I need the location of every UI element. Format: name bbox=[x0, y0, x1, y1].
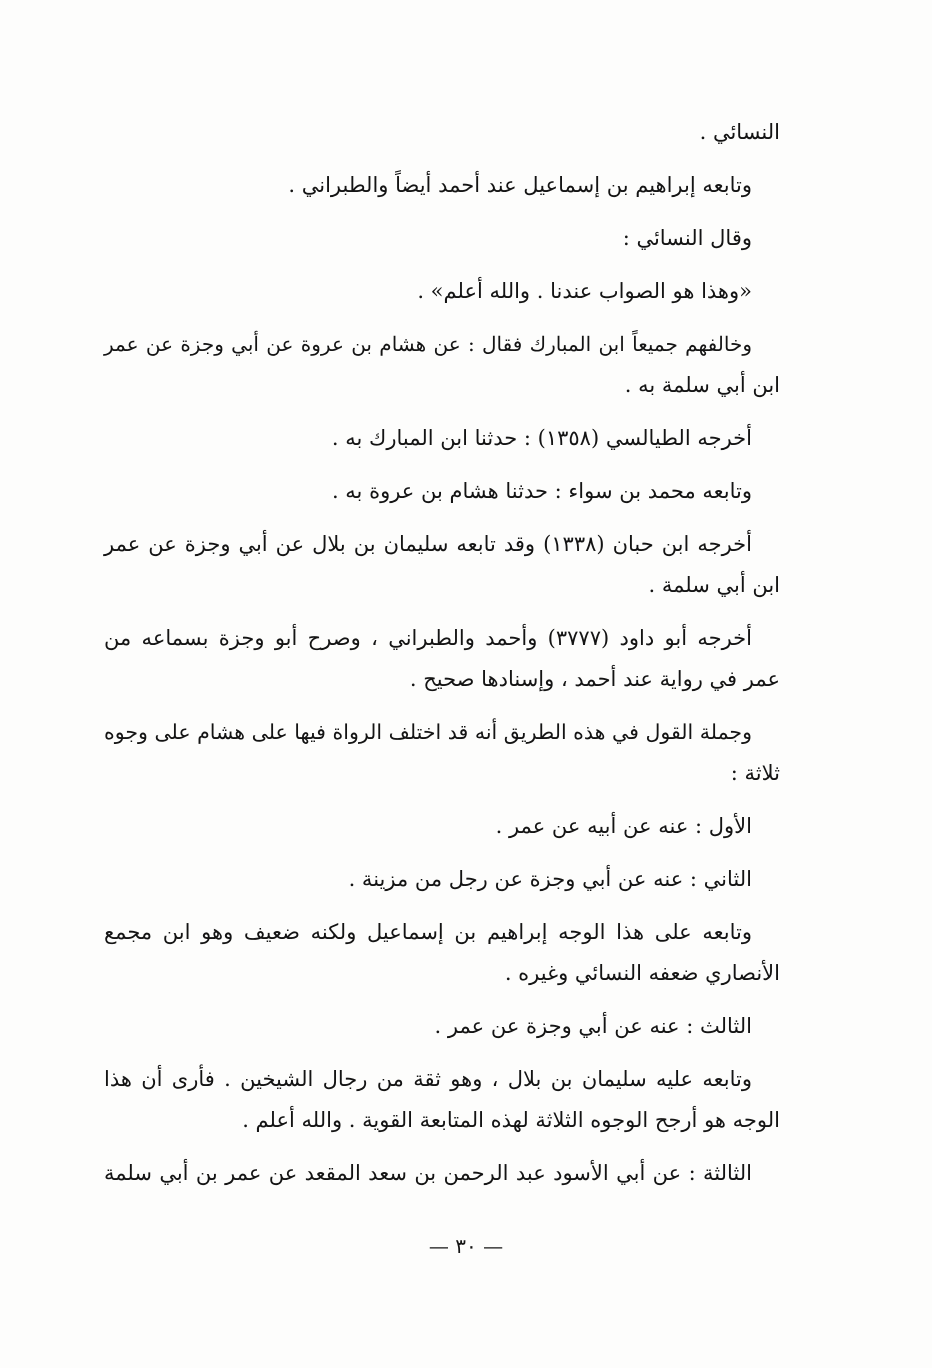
text-line: الثاني : عنه عن أبي وجزة عن رجل من مزينة . bbox=[348, 867, 752, 891]
text-line: وقال النسائي : bbox=[622, 226, 752, 250]
text-line: وتابعه عليه سليمان بن بلال ، وهو ثقة من رجال الشيخين . فأرى أن هذا bbox=[104, 1067, 752, 1091]
text-line: ابن أبي سلمة به . bbox=[624, 373, 780, 397]
text-line: الثالث : عنه عن أبي وجزة عن عمر . bbox=[434, 1014, 752, 1038]
text-line: أخرجه ابن حبان (١٣٣٨) وقد تابعه سليمان بن بلال عن أبي وجزة عن عمر bbox=[104, 532, 752, 556]
text-line: الأول : عنه عن أبيه عن عمر . bbox=[495, 814, 752, 838]
page-number: — ٣٠ — bbox=[428, 1234, 504, 1258]
text-line: الوجه هو أرجح الوجوه الثلاثة لهذه المتابعة القوية . والله أعلم . bbox=[242, 1108, 780, 1132]
text-line: النسائي . bbox=[699, 120, 780, 144]
text-line: وتابعه محمد بن سواء : حدثنا هشام بن عروة به . bbox=[331, 479, 752, 503]
text-line: ثلاثة : bbox=[730, 761, 780, 785]
text-line: أخرجه الطيالسي (١٣٥٨) : حدثنا ابن المبارك به . bbox=[331, 426, 752, 450]
text-line: الأنصاري ضعفه النسائي وغيره . bbox=[504, 961, 780, 985]
body-text bbox=[104, 112, 780, 1194]
text-line: وجملة القول في هذه الطريق أنه قد اختلف الرواة فيها على هشام على وجوه bbox=[104, 720, 752, 744]
quoted-text-line: «وهذا هو الصواب عندنا . والله أعلم» . bbox=[417, 279, 752, 303]
text-line: عمر في رواية عند أحمد ، وإسنادها صحيح . bbox=[409, 667, 780, 691]
text-line: وتابعه على هذا الوجه إبراهيم بن إسماعيل ولكنه ضعيف وهو ابن مجمع bbox=[104, 920, 752, 944]
text-line: ابن أبي سلمة . bbox=[648, 573, 780, 597]
text-line: وخالفهم جميعاً ابن المبارك فقال : عن هشام بن عروة عن أبي وجزة عن عمر bbox=[104, 332, 752, 356]
text-line: الثالثة : عن أبي الأسود عبد الرحمن بن سعد المقعد عن عمر بن أبي سلمة bbox=[104, 1161, 752, 1185]
text-line: وتابعه إبراهيم بن إسماعيل عند أحمد أيضاً والطبراني . bbox=[288, 173, 752, 197]
text-line: أخرجه أبو داود (٣٧٧٧) وأحمد والطبراني ، وصرح أبو وجزة بسماعه من bbox=[104, 626, 752, 650]
